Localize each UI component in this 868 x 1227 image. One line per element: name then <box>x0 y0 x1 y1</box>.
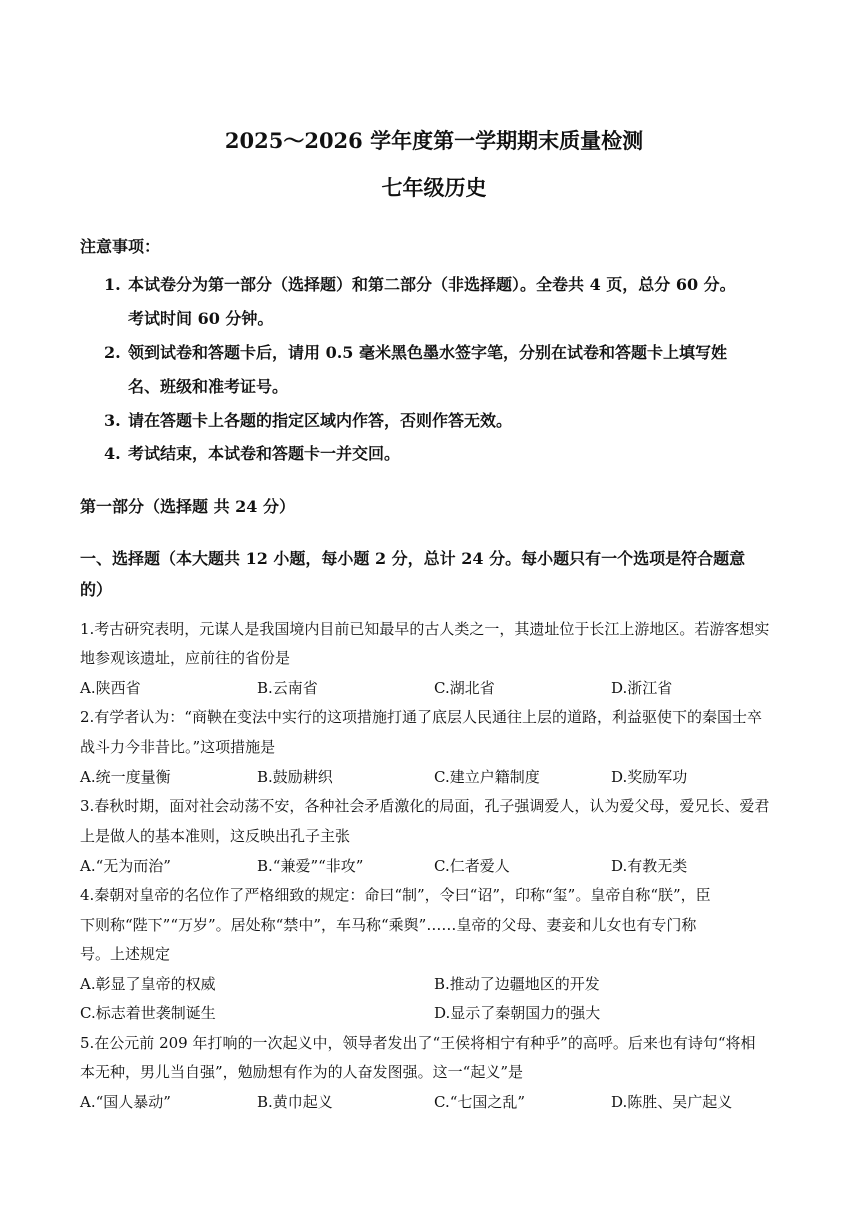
question-5-text: 5.在公元前 209 年打响的一次起义中，领导者发出了“王侯将相宁有种乎”的高呼。后来也有诗句“将相 <box>80 1034 756 1052</box>
question-5-text-cont: 本无种，男儿当自强”，勉励想有作为的人奋发图强。这一“起义”是 <box>80 1063 524 1081</box>
question-2-option-a[interactable]: A.统一度量衡 <box>80 768 171 786</box>
question-3-text-cont: 上是做人的基本准则，这反映出孔子主张 <box>80 827 351 845</box>
notice-item-3 <box>104 408 512 431</box>
question-5-option-c[interactable]: C.“七国之乱” <box>434 1093 526 1111</box>
notice-item-number: 2. <box>104 343 121 362</box>
question-2-text-cont: 战斗力今非昔比。”这项措施是 <box>80 738 276 756</box>
section-heading: 一、选择题（本大题共 12 小题，每小题 2 分，总计 24 分。每小题只有一个选项是符合题意 <box>80 549 746 568</box>
question-2-option-b[interactable]: B.鼓励耕织 <box>257 768 333 786</box>
question-1-text-cont: 地参观该遗址，应前往的省份是 <box>80 649 291 667</box>
question-4-text-cont: 号。上述规定 <box>80 945 171 963</box>
question-3-option-b[interactable]: B.“兼爱”“非攻” <box>257 857 364 875</box>
question-2-text: 2.有学者认为：“商鞅在变法中实行的这项措施打通了底层人民通往上层的道路，利益驱使下的秦国士卒 <box>80 708 762 726</box>
notice-item-text: 本试卷分为第一部分（选择题）和第二部分（非选择题）。全卷共 4 页，总分 60 分。 <box>128 275 736 294</box>
question-5-option-a[interactable]: A.“国人暴动” <box>80 1093 171 1111</box>
question-2-option-c[interactable]: C.建立户籍制度 <box>434 768 540 786</box>
question-3-option-d[interactable]: D.有教无类 <box>611 857 688 875</box>
page-title: 2025～2026 学年度第一学期期末质量检测 <box>224 128 644 153</box>
question-5-option-b[interactable]: B.黄巾起义 <box>257 1093 333 1111</box>
question-4-option-d[interactable]: D.显示了秦朝国力的强大 <box>434 1004 601 1022</box>
question-4-text-cont: 下则称“陛下”“万岁”。居处称“禁中”，车马称“乘舆”……皇帝的父母、妻妾和儿女也有专门称 <box>80 916 697 934</box>
notice-item-2 <box>104 340 727 363</box>
question-3-option-c[interactable]: C.仁者爱人 <box>434 857 510 875</box>
question-2-option-d[interactable]: D.奖励军功 <box>611 768 688 786</box>
question-4-option-a[interactable]: A.彰显了皇帝的权威 <box>80 975 216 993</box>
page-subtitle: 七年级历史 <box>381 175 487 200</box>
notice-item-4 <box>104 441 400 464</box>
notice-item-number: 1. <box>104 275 121 294</box>
notice-item-text: 请在答题卡上各题的指定区域内作答，否则作答无效。 <box>128 411 513 430</box>
question-1-text: 1.考古研究表明，元谋人是我国境内目前已知最早的古人类之一，其遗址位于长江上游地区。若游客想实 <box>80 620 770 638</box>
question-1-option-d[interactable]: D.浙江省 <box>611 679 673 697</box>
question-5-option-d[interactable]: D.陈胜、吴广起义 <box>611 1093 733 1111</box>
notice-item-1-cont: 考试时间 60 分钟。 <box>128 309 274 328</box>
section-heading-cont: 的） <box>80 580 113 599</box>
notice-item-1 <box>104 272 736 295</box>
notice-item-2-cont: 名、班级和准考证号。 <box>128 377 289 396</box>
question-1-option-b[interactable]: B.云南省 <box>257 679 318 697</box>
notice-item-text: 考试结束，本试卷和答题卡一并交回。 <box>128 444 401 463</box>
question-1-option-c[interactable]: C.湖北省 <box>434 679 495 697</box>
question-4-option-b[interactable]: B.推动了边疆地区的开发 <box>434 975 600 993</box>
question-3-text: 3.春秋时期，面对社会动荡不安，各种社会矛盾激化的局面，孔子强调爱人，认为爱父母，爱兄长、爱君 <box>80 797 770 815</box>
question-1-option-a[interactable]: A.陕西省 <box>80 679 141 697</box>
notice-item-number: 3. <box>104 411 121 430</box>
notice-item-number: 4. <box>104 444 121 463</box>
notice-heading: 注意事项： <box>80 237 161 256</box>
part-title: 第一部分（选择题 共 24 分） <box>80 497 295 516</box>
notice-item-text: 领到试卷和答题卡后，请用 0.5 毫米黑色墨水签字笔，分别在试卷和答题卡上填写姓 <box>128 343 727 362</box>
question-3-option-a[interactable]: A.“无为而治” <box>80 857 171 875</box>
question-4-text: 4.秦朝对皇帝的名位作了严格细致的规定：命曰“制”，令曰“诏”，印称“玺”。皇帝自称“朕”，臣 <box>80 886 711 904</box>
question-4-option-c[interactable]: C.标志着世袭制诞生 <box>80 1004 216 1022</box>
